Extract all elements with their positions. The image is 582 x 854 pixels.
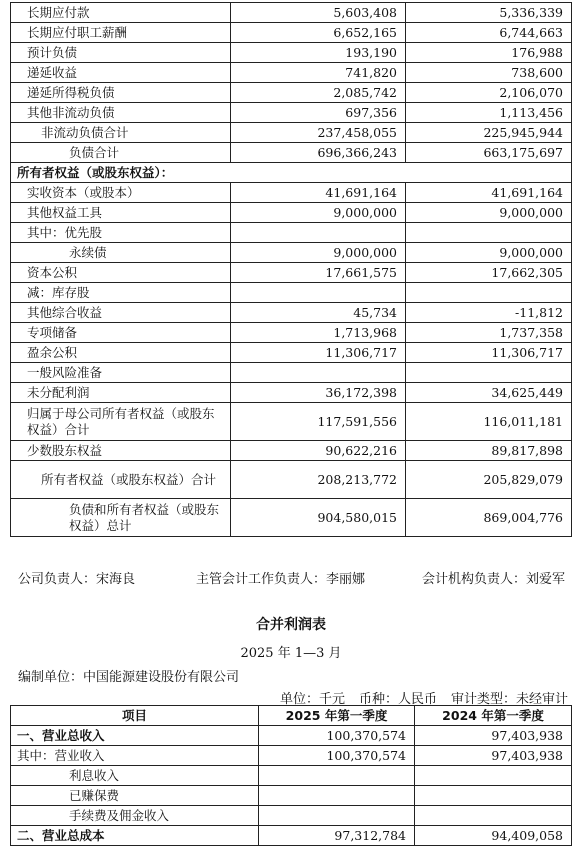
row-label: 递延所得税负债 bbox=[11, 83, 231, 103]
table-row bbox=[11, 43, 572, 63]
current-value bbox=[259, 766, 415, 786]
table-row bbox=[11, 461, 572, 499]
row-label: 其他综合收益 bbox=[11, 303, 231, 323]
table-row bbox=[11, 766, 572, 786]
table-row bbox=[11, 103, 572, 123]
current-value: 97,312,784 bbox=[259, 826, 415, 846]
row-label: 资本公积 bbox=[11, 263, 231, 283]
table-row bbox=[11, 123, 572, 143]
prior-value bbox=[415, 766, 572, 786]
prior-value bbox=[406, 223, 572, 243]
header-item: 项目 bbox=[11, 706, 259, 726]
current-value: 9,000,000 bbox=[231, 203, 406, 223]
table-row bbox=[11, 363, 572, 383]
unit-label: 单位：千元 bbox=[279, 692, 345, 707]
table-row bbox=[11, 203, 572, 223]
row-label: 长期应付款 bbox=[11, 3, 231, 23]
table-row bbox=[11, 283, 572, 303]
prior-value: 41,691,164 bbox=[406, 183, 572, 203]
prior-value bbox=[406, 363, 572, 383]
table-row bbox=[11, 786, 572, 806]
prior-value bbox=[415, 786, 572, 806]
table-row bbox=[11, 3, 572, 23]
prior-value: 2,106,070 bbox=[406, 83, 572, 103]
row-label: 一、营业总收入 bbox=[11, 726, 259, 746]
table-row bbox=[11, 403, 572, 441]
prior-value: 34,625,449 bbox=[406, 383, 572, 403]
row-label: 已赚保费 bbox=[11, 786, 259, 806]
prior-value: 205,829,079 bbox=[406, 461, 572, 499]
row-label: 长期应付职工薪酬 bbox=[11, 23, 231, 43]
row-label: 未分配利润 bbox=[11, 383, 231, 403]
current-value: 100,370,574 bbox=[259, 746, 415, 766]
row-label: 预计负债 bbox=[11, 43, 231, 63]
prior-value: 176,988 bbox=[406, 43, 572, 63]
prior-value: 738,600 bbox=[406, 63, 572, 83]
row-label: 手续费及佣金收入 bbox=[11, 806, 259, 826]
current-value: 45,734 bbox=[231, 303, 406, 323]
accounting-dept-head-signature: 会计机构负责人：刘爱军 bbox=[422, 572, 566, 587]
table-row bbox=[11, 826, 572, 846]
current-value bbox=[231, 223, 406, 243]
prior-value: 663,175,697 bbox=[406, 143, 572, 163]
prior-value bbox=[406, 283, 572, 303]
row-label: 一般风险准备 bbox=[11, 363, 231, 383]
table-row bbox=[11, 223, 572, 243]
row-label: 所有者权益（或股东权益）合计 bbox=[11, 461, 231, 499]
section-heading: 所有者权益（或股东权益）： bbox=[11, 163, 572, 183]
prior-value: 9,000,000 bbox=[406, 203, 572, 223]
table-row bbox=[11, 303, 572, 323]
prior-value: 97,403,938 bbox=[415, 726, 572, 746]
header-current-quarter: 2025 年第一季度 bbox=[259, 706, 415, 726]
table-row bbox=[11, 243, 572, 263]
current-value: 117,591,556 bbox=[231, 403, 406, 441]
income-statement-table bbox=[10, 705, 572, 846]
row-label: 永续债 bbox=[11, 243, 231, 263]
current-value: 100,370,574 bbox=[259, 726, 415, 746]
prior-value: 9,000,000 bbox=[406, 243, 572, 263]
row-label: 其他非流动负债 bbox=[11, 103, 231, 123]
table-row bbox=[11, 441, 572, 461]
row-label: 负债和所有者权益（或股东权益）总计 bbox=[11, 499, 231, 537]
current-value: 11,306,717 bbox=[231, 343, 406, 363]
header-row bbox=[11, 706, 572, 726]
row-label: 递延收益 bbox=[11, 63, 231, 83]
income-statement-period: 2025 年 1—3 月 bbox=[240, 646, 342, 661]
prior-value: 1,113,456 bbox=[406, 103, 572, 123]
prior-value: -11,812 bbox=[406, 303, 572, 323]
prior-value: 225,945,944 bbox=[406, 123, 572, 143]
current-value: 6,652,165 bbox=[231, 23, 406, 43]
row-label: 少数股东权益 bbox=[11, 441, 231, 461]
income-statement-body bbox=[11, 726, 572, 846]
row-label: 实收资本（或股本） bbox=[11, 183, 231, 203]
current-value: 2,085,742 bbox=[231, 83, 406, 103]
row-label: 盈余公积 bbox=[11, 343, 231, 363]
prior-value: 97,403,938 bbox=[415, 746, 572, 766]
row-label: 其中：优先股 bbox=[11, 223, 231, 243]
current-value: 697,356 bbox=[231, 103, 406, 123]
compiler-unit: 编制单位：中国能源建设股份有限公司 bbox=[18, 670, 240, 685]
prior-value: 11,306,717 bbox=[406, 343, 572, 363]
current-value: 696,366,243 bbox=[231, 143, 406, 163]
row-label: 其他权益工具 bbox=[11, 203, 231, 223]
current-value: 90,622,216 bbox=[231, 441, 406, 461]
current-value: 5,603,408 bbox=[231, 3, 406, 23]
table-row bbox=[11, 143, 572, 163]
table-row bbox=[11, 343, 572, 363]
current-value: 208,213,772 bbox=[231, 461, 406, 499]
row-label: 减：库存股 bbox=[11, 283, 231, 303]
row-label: 二、营业总成本 bbox=[11, 826, 259, 846]
prior-value: 89,817,898 bbox=[406, 441, 572, 461]
income-statement-title: 合并利润表 bbox=[256, 617, 326, 633]
current-value: 741,820 bbox=[231, 63, 406, 83]
current-value: 904,580,015 bbox=[231, 499, 406, 537]
table-row bbox=[11, 383, 572, 403]
row-label: 负债合计 bbox=[11, 143, 231, 163]
current-value bbox=[231, 363, 406, 383]
current-value bbox=[259, 806, 415, 826]
current-value: 193,190 bbox=[231, 43, 406, 63]
current-value: 36,172,398 bbox=[231, 383, 406, 403]
balance-sheet-body bbox=[11, 3, 572, 537]
table-row bbox=[11, 83, 572, 103]
company-head-signature: 公司负责人：宋海良 bbox=[18, 572, 136, 587]
row-label: 专项储备 bbox=[11, 323, 231, 343]
prior-value: 869,004,776 bbox=[406, 499, 572, 537]
current-value: 237,458,055 bbox=[231, 123, 406, 143]
prior-value: 17,662,305 bbox=[406, 263, 572, 283]
prior-value bbox=[415, 806, 572, 826]
prior-value: 116,011,181 bbox=[406, 403, 572, 441]
table-row bbox=[11, 183, 572, 203]
table-row bbox=[11, 323, 572, 343]
row-label: 非流动负债合计 bbox=[11, 123, 231, 143]
table-row bbox=[11, 23, 572, 43]
current-value bbox=[259, 786, 415, 806]
prior-value: 94,409,058 bbox=[415, 826, 572, 846]
table-row bbox=[11, 163, 572, 183]
accounting-head-signature: 主管会计工作负责人：李丽娜 bbox=[196, 572, 366, 587]
balance-sheet-table bbox=[10, 2, 572, 537]
prior-value: 1,737,358 bbox=[406, 323, 572, 343]
audit-type-label: 审计类型：未经审计 bbox=[450, 692, 568, 707]
current-value bbox=[231, 283, 406, 303]
table-row bbox=[11, 263, 572, 283]
current-value: 41,691,164 bbox=[231, 183, 406, 203]
table-row bbox=[11, 806, 572, 826]
current-value: 1,713,968 bbox=[231, 323, 406, 343]
current-value: 17,661,575 bbox=[231, 263, 406, 283]
prior-value: 6,744,663 bbox=[406, 23, 572, 43]
header-prior-quarter: 2024 年第一季度 bbox=[415, 706, 572, 726]
prior-value: 5,336,339 bbox=[406, 3, 572, 23]
row-label: 归属于母公司所有者权益（或股东权益）合计 bbox=[11, 403, 231, 441]
table-row bbox=[11, 63, 572, 83]
currency-label: 币种：人民币 bbox=[358, 692, 437, 707]
table-row bbox=[11, 746, 572, 766]
table-row bbox=[11, 726, 572, 746]
table-row bbox=[11, 499, 572, 537]
row-label: 其中：营业收入 bbox=[11, 746, 259, 766]
row-label: 利息收入 bbox=[11, 766, 259, 786]
current-value: 9,000,000 bbox=[231, 243, 406, 263]
